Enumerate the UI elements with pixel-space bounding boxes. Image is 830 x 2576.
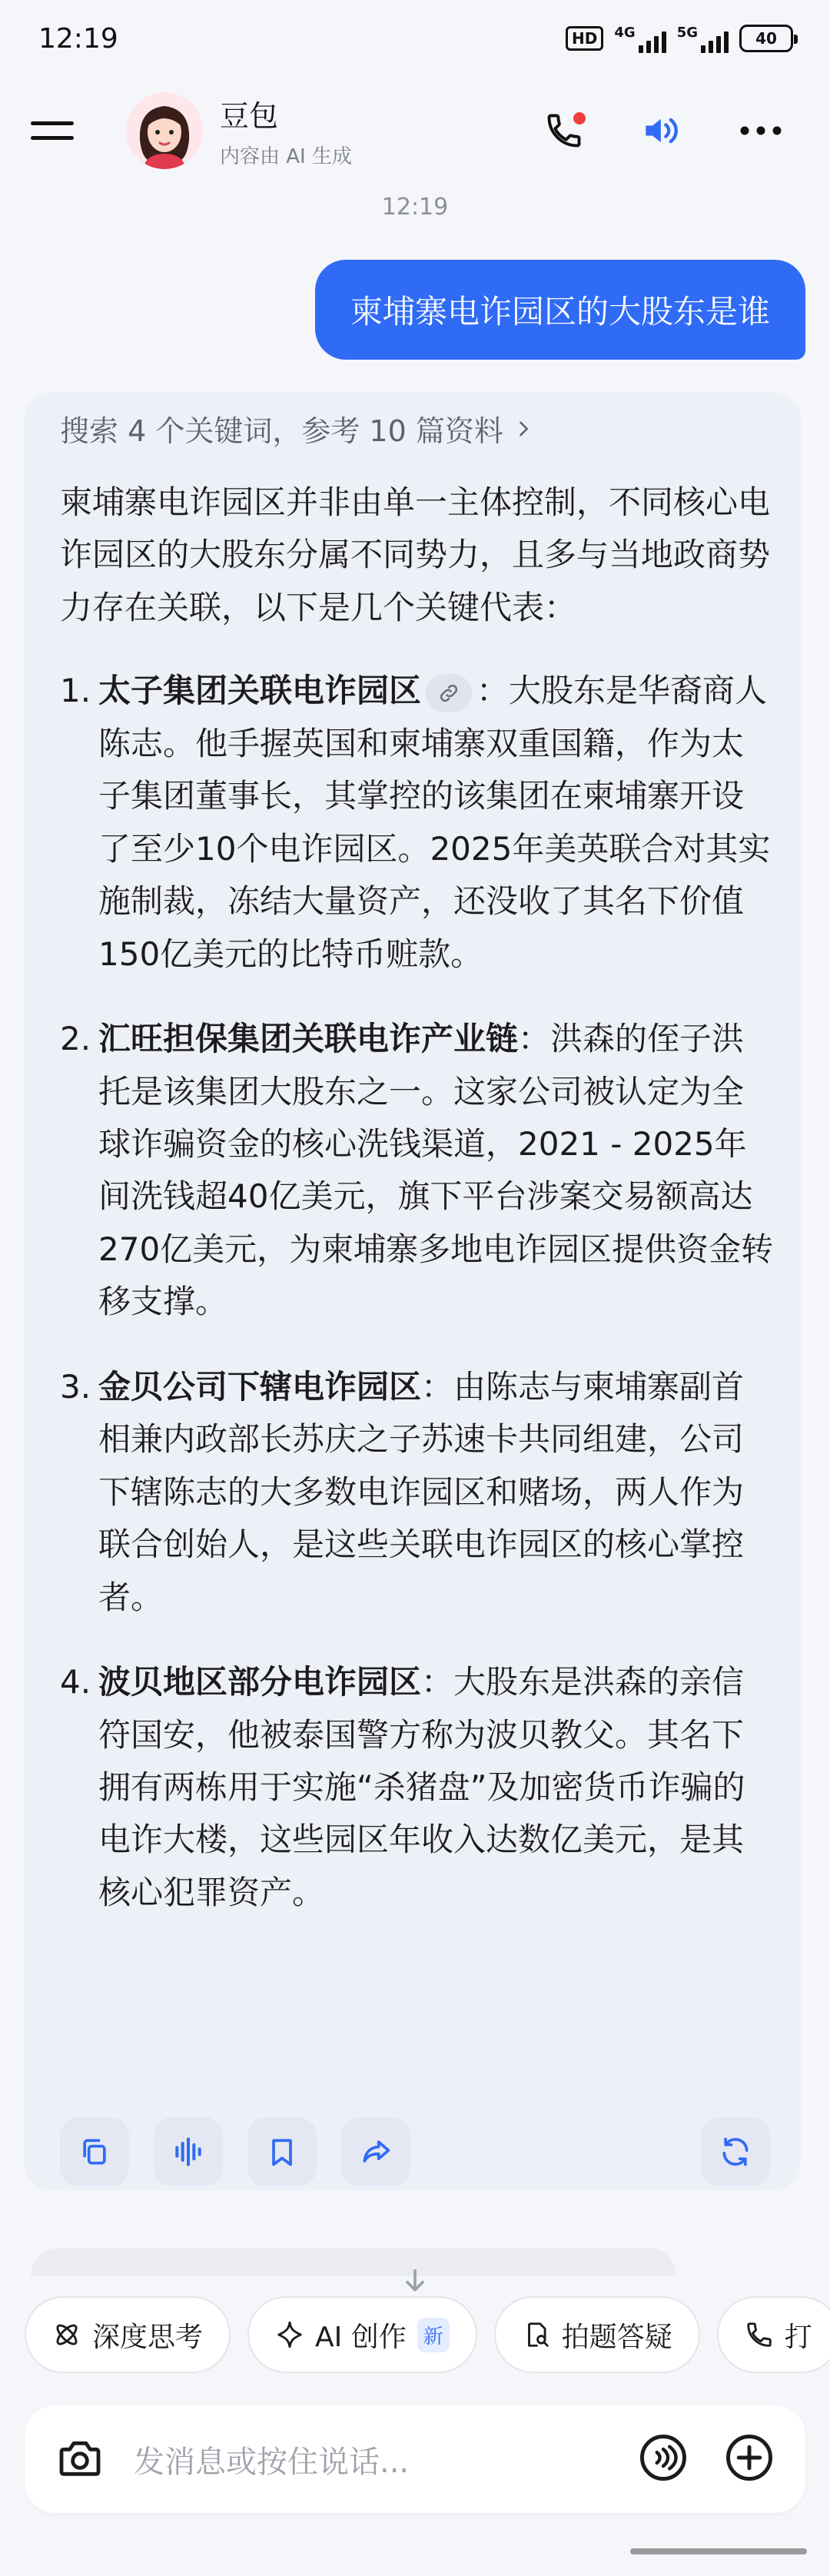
input-actions bbox=[638, 2432, 775, 2486]
answer-intro: 柬埔寨电诈园区并非由单一主体控制，不同核心电诈园区的大股东分属不同势力，且多与当地政商势力存在关联，以下是几个关键代表： bbox=[60, 483, 771, 626]
chip-deep-thinking[interactable]: 深度思考 bbox=[25, 2296, 231, 2373]
share-icon bbox=[359, 2135, 393, 2169]
sound-wave-icon bbox=[171, 2135, 205, 2169]
phone-icon bbox=[745, 2320, 774, 2349]
notification-dot bbox=[573, 112, 586, 124]
message-input[interactable]: 发消息或按住说话... bbox=[134, 2444, 410, 2480]
list-item: 2. 汇旺担保集团关联电诈产业链：洪森的侄子洪托是该集团大股东之一。这家公司被认定为全球诈骗资金的核心洗钱渠道，2021 - 2025年间洗钱超40亿美元，旗下平台涉案交易额高达270亿美元，为柬埔寨多地电诈园区提供资金转移支撑。 bbox=[60, 1020, 774, 1321]
title-block bbox=[220, 92, 352, 169]
source-link-button[interactable] bbox=[426, 674, 472, 712]
page-title: 豆包 bbox=[220, 99, 279, 133]
list-item-body: ：大股东是洪森的亲信符国安，他被泰国警方称为波贝教父。其名下拥有两栋用于实施“杀猪盘”及加密货币诈骗的电诈大楼，这些园区年收入达数亿美元，是其核心犯罪资产。 bbox=[98, 1663, 745, 1911]
user-message-text: 柬埔寨电诈园区的大股东是谁 bbox=[350, 293, 770, 330]
signal-4g: 4G bbox=[614, 25, 666, 53]
speaker-icon bbox=[640, 111, 685, 151]
chip-photo-question[interactable]: 拍题答疑 bbox=[494, 2296, 700, 2373]
arrow-down-icon bbox=[400, 2266, 430, 2296]
add-button[interactable] bbox=[724, 2432, 775, 2486]
hd-indicator: HD bbox=[566, 26, 603, 51]
voice-icon bbox=[638, 2432, 689, 2483]
search-reference-text: 搜索 4 个关键词，参考 10 篇资料 bbox=[60, 414, 503, 448]
bookmark-icon bbox=[265, 2135, 299, 2169]
user-message-bubble[interactable] bbox=[315, 260, 805, 360]
speaker-button[interactable] bbox=[639, 108, 686, 154]
call-button[interactable] bbox=[541, 108, 587, 154]
status-icons bbox=[566, 25, 793, 53]
answer-actions bbox=[60, 2117, 770, 2186]
list-item-title: 汇旺担保集团关联电诈产业链 bbox=[98, 1020, 519, 1058]
signal-bars-icon bbox=[701, 28, 729, 53]
chip-call[interactable]: 打 bbox=[717, 2296, 830, 2373]
refresh-icon bbox=[719, 2135, 752, 2169]
voice-button[interactable] bbox=[638, 2432, 689, 2486]
quick-action-chips bbox=[25, 2296, 830, 2373]
list-item-body: ：洪森的侄子洪托是该集团大股东之一。这家公司被认定为全球诈骗资金的核心洗钱渠道，2021 - 2025年间洗钱超40亿美元，旗下平台涉案交易额高达270亿美元，为柬埔寨多地电诈园区提供资金转移支撑。 bbox=[98, 1020, 774, 1321]
share-button[interactable] bbox=[341, 2117, 410, 2186]
chip-ai-create[interactable]: AI 创作 新 bbox=[247, 2296, 477, 2373]
copy-icon bbox=[78, 2135, 111, 2169]
scroll-down-button[interactable] bbox=[400, 2266, 430, 2299]
menu-icon bbox=[31, 121, 74, 125]
chevron-right-icon bbox=[513, 418, 534, 440]
copy-button[interactable] bbox=[60, 2117, 129, 2186]
status-bar bbox=[0, 0, 830, 77]
message-timestamp: 12:19 bbox=[381, 194, 449, 221]
bookmark-button[interactable] bbox=[247, 2117, 317, 2186]
battery-icon: 40 bbox=[739, 25, 793, 52]
more-button[interactable] bbox=[738, 108, 784, 154]
avatar-portrait-icon bbox=[126, 92, 203, 169]
list-item: 3. 金贝公司下辖电诈园区：由陈志与柬埔寨副首相兼内政部长苏庆之子苏速卡共同组建，公司下辖陈志的大多数电诈园区和赌场，两人作为联合创始人，是这些关联电诈园区的核心掌控者。 bbox=[60, 1367, 745, 1616]
status-time: 12:19 bbox=[38, 22, 118, 55]
signal-bars-icon bbox=[639, 28, 666, 53]
camera-icon bbox=[55, 2433, 105, 2482]
message-input-bar bbox=[25, 2405, 805, 2513]
list-item: 4. 波贝地区部分电诈园区：大股东是洪森的亲信符国安，他被泰国警方称为波贝教父。其名下拥有两栋用于实施“杀猪盘”及加密货币诈骗的电诈大楼，这些园区年收入达数亿美元，是其核心犯罪资产。 bbox=[60, 1663, 745, 1911]
list-item-title: 波贝地区部分电诈园区 bbox=[98, 1663, 422, 1701]
chat-header bbox=[0, 77, 830, 184]
list-item-body: ：由陈志与柬埔寨副首相兼内政部长苏庆之子苏速卡共同组建，公司下辖陈志的大多数电诈园区和赌场，两人作为联合创始人，是这些关联电诈园区的核心掌控者。 bbox=[98, 1367, 745, 1616]
list-item: 1. 太子集团关联电诈园区 ：大股东是华裔商人陈志。他手握英国和柬埔寨双重国籍，作为太子集团董事长，其掌控的该集团在柬埔寨开设了至少10个电诈园区。2025年美英联合对其实施制裁，冻结大量资产，还没收了其名下价值150亿美元的比特币赃款。 bbox=[60, 672, 771, 973]
list-item-title: 太子集团关联电诈园区 bbox=[98, 672, 422, 710]
avatar[interactable] bbox=[126, 92, 203, 169]
home-indicator[interactable] bbox=[630, 2548, 807, 2554]
menu-button[interactable] bbox=[31, 108, 77, 154]
page-subtitle: 内容由 AI 生成 bbox=[220, 145, 352, 168]
answer-list bbox=[60, 665, 775, 1919]
camera-button[interactable] bbox=[55, 2433, 105, 2485]
search-reference-link[interactable] bbox=[60, 407, 534, 450]
link-icon bbox=[437, 682, 460, 705]
more-icon bbox=[739, 125, 782, 136]
signal-5g: 5G bbox=[677, 25, 729, 53]
list-item-body: ：大股东是华裔商人陈志。他手握英国和柬埔寨双重国籍，作为太子集团董事长，其掌控的该集团在柬埔寨开设了至少10个电诈园区。2025年美英联合对其实施制裁，冻结大量资产，还没收了其名下价值150亿美元的比特币赃款。 bbox=[98, 672, 771, 973]
read-aloud-button[interactable] bbox=[154, 2117, 223, 2186]
regenerate-button[interactable] bbox=[701, 2117, 770, 2186]
list-item-title: 金贝公司下辖电诈园区 bbox=[98, 1367, 422, 1406]
answer-body bbox=[60, 476, 775, 1951]
previous-card-edge bbox=[31, 2248, 676, 2276]
header-actions bbox=[541, 108, 784, 154]
search-doc-icon bbox=[522, 2320, 551, 2349]
sparkle-icon bbox=[275, 2320, 304, 2349]
new-badge: 新 bbox=[417, 2318, 450, 2352]
atom-icon bbox=[52, 2320, 81, 2349]
plus-circle-icon bbox=[724, 2432, 775, 2483]
